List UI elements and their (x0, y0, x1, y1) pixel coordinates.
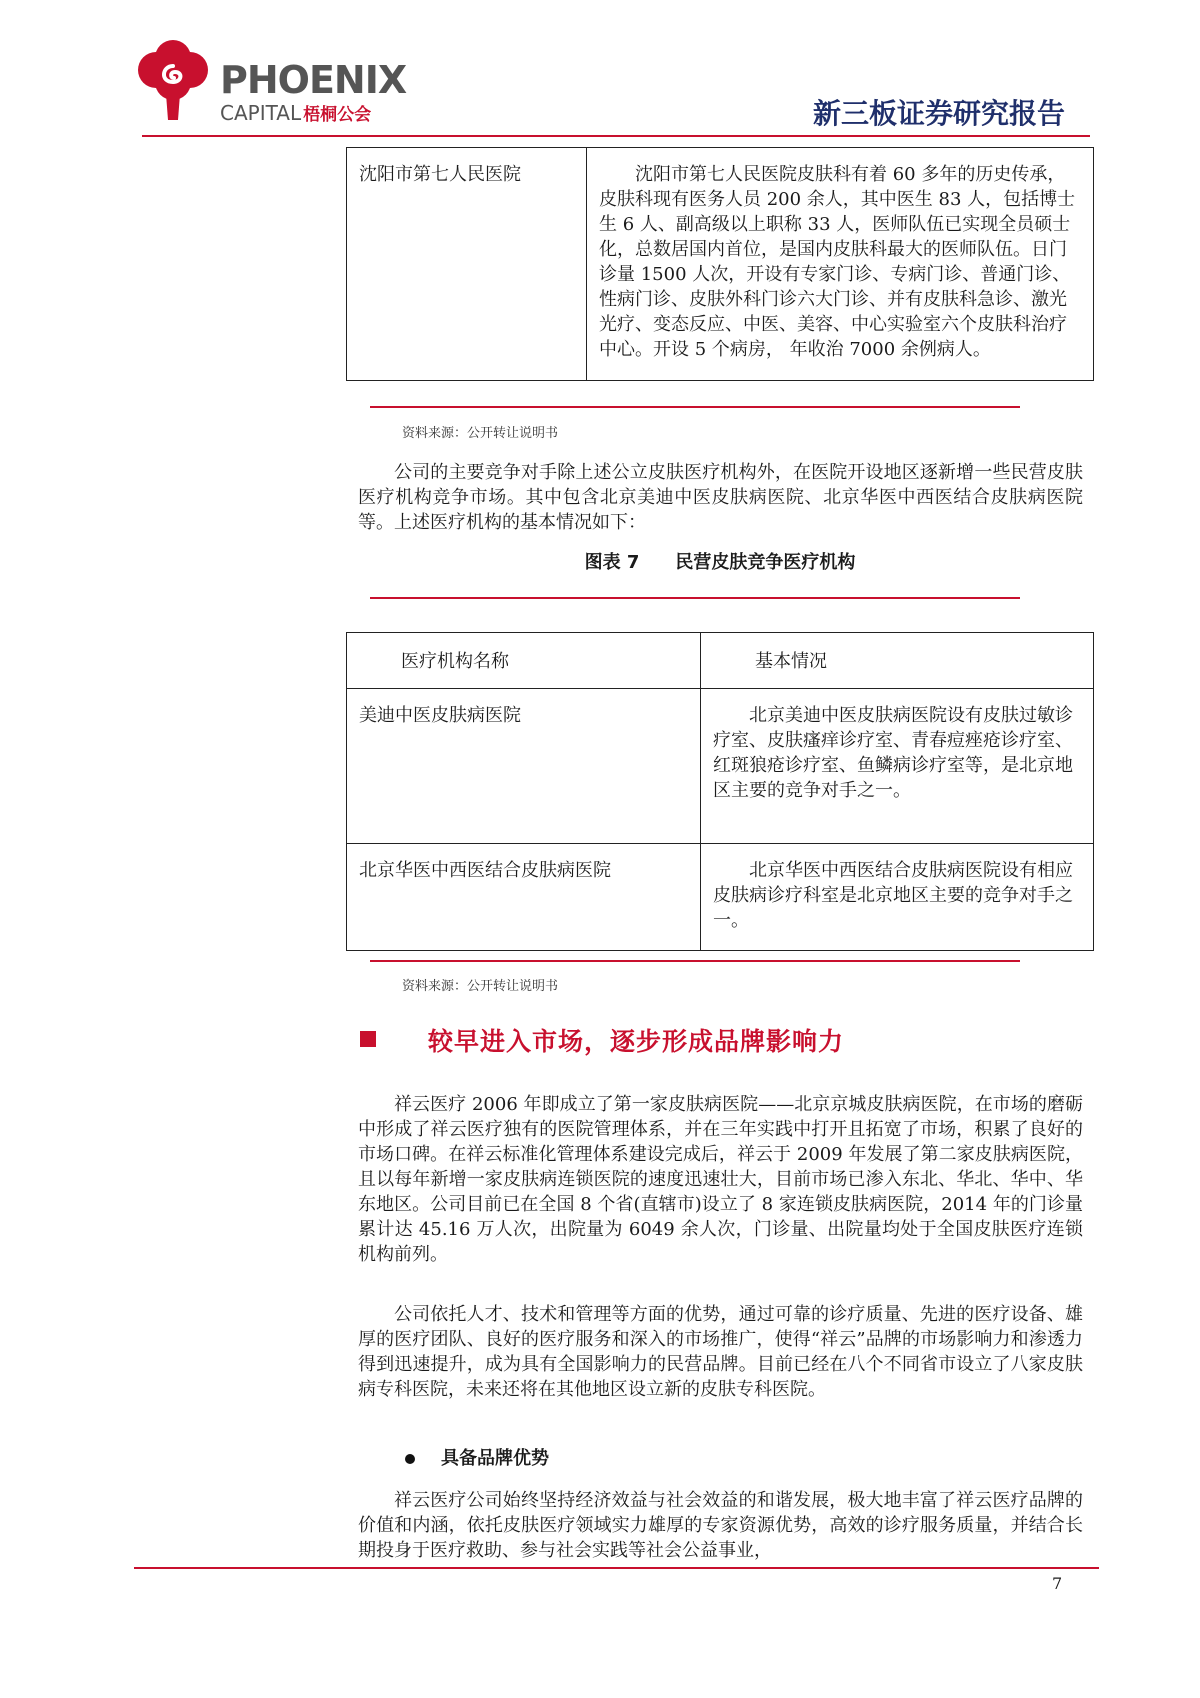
phoenix-logo-icon (128, 36, 218, 126)
competitor-name-cell: 美迪中医皮肤病医院 (347, 689, 701, 844)
section-title: 较早进入市场，逐步形成品牌影响力 (428, 1027, 845, 1056)
page-number: 7 (1052, 1574, 1063, 1593)
table-row (347, 689, 1094, 844)
competitor-name-cell: 北京华医中西医结合皮肤病医院 (347, 844, 701, 951)
table-row (347, 148, 1094, 381)
section-paragraph-1: 祥云医疗 2006 年即成立了第一家皮肤病医院——北京京城皮肤病医院，在市场的磨砺中形成了祥云医疗独有的医院管理体系，并在三年实践中打开且拓宽了市场，积累了良好的市场口碑。在祥云标准化管理体系建设完成后，祥云于 2009 年发展了第二家皮肤病医院，且以每年新增一家皮肤病连锁医院的速度迅速壮大，目前市场已渗入东北、华北、华中、华东地区。公司目前已在全国 8 个省(直辖市)设立了 8 家连锁皮肤病医院，2014 年的门诊量累计达 45.16 万人次，出院量为 6049 余人次，门诊量、出院量均处于全国皮肤医疗连锁机构前列。 (358, 1094, 1083, 1265)
section-paragraph-3: 祥云医疗公司始终坚持经济效益与社会效益的和谐发展，极大地丰富了祥云医疗品牌的价值和内涵，依托皮肤医疗领域实力雄厚的专家资源优势，高效的诊疗服务质量，并结合长期投身于医疗救助、参与社会实践等社会公益事业， (358, 1490, 1083, 1561)
logo-subtitle (220, 100, 371, 125)
section-paragraph-2: 公司依托人才、技术和管理等方面的优势，通过可靠的诊疗质量、先进的医疗设备、雄厚的医疗团队、良好的医疗服务和深入的市场推广，使得“祥云”品牌的市场影响力和渗透力得到迅速提升，成为具有全国影响力的民营品牌。目前已经在八个不同省市设立了八家皮肤病专科医院，未来还将在其他地区设立新的皮肤专科医院。 (358, 1304, 1083, 1400)
competitor-desc-cell: 北京华医中西医结合皮肤病医院设有相应皮肤病诊疗科室是北京地区主要的竞争对手之一。 (701, 844, 1094, 951)
report-title: 新三板证券研究报告 (812, 97, 1065, 130)
table1-bottom-divider (370, 406, 1020, 408)
bullet-heading (405, 1444, 549, 1470)
table2-bottom-divider (370, 960, 1020, 962)
footer-divider (134, 1567, 1099, 1569)
header-desc: 基本情况 (701, 633, 1094, 689)
section-square-icon (360, 1031, 376, 1047)
hospital-desc-cell: 沈阳市第七人民医院皮肤科有着 60 多年的历史传承， 皮肤科现有医务人员 200 余人，其中医生 83 人，包括博士生 6 人、副高级以上职称 33 人，医师队伍已实现全员硕士化，总数居国内首位，是国内皮肤科最大的医师队伍。日门诊量 1500 人次，开设有专家门诊、专病门诊、普通门诊、性病门诊、皮肤外科门诊六大门诊、并有皮肤科急诊、激光光疗、变态反应、中医、美容、中心实验室六个皮肤科治疗中心。开设 5 个病房， 年收治 7000 余例病人。 (587, 148, 1094, 381)
logo-title: PHOENIX (220, 58, 407, 102)
competitor-intro-paragraph: 公司的主要竞争对手除上述公立皮肤医疗机构外，在医院开设地区逐新增一些民营皮肤医疗机构竞争市场。其中包含北京美迪中医皮肤病医院、北京华医中西医结合皮肤病医院等。上述医疗机构的基本情况如下： (358, 462, 1083, 533)
logo-cn: 梧桐公会 (303, 105, 372, 125)
table2-source: 资料来源：公开转让说明书 (402, 979, 559, 994)
logo-capital: CAPITAL (220, 101, 302, 125)
header-name: 医疗机构名称 (347, 633, 701, 689)
private-competitors-table (346, 632, 1094, 951)
table-header-row (347, 633, 1094, 689)
table-row (347, 844, 1094, 951)
hospital-name-cell: 沈阳市第七人民医院 (347, 148, 587, 381)
figure-title-divider (370, 597, 1020, 599)
figure-title: 图表 7 民营皮肤竞争医疗机构 (584, 552, 856, 573)
public-hospitals-table (346, 147, 1094, 381)
bullet-text: 具备品牌优势 (441, 1448, 549, 1469)
bullet-dot-icon (405, 1454, 415, 1464)
header-divider (142, 135, 1090, 137)
table1-source: 资料来源：公开转让说明书 (402, 426, 559, 441)
competitor-desc-cell: 北京美迪中医皮肤病医院设有皮肤过敏诊疗室、皮肤瘙痒诊疗室、青春痘痤疮诊疗室、红斑狼疮诊疗室、鱼鳞病诊疗室等，是北京地区主要的竞争对手之一。 (701, 689, 1094, 844)
